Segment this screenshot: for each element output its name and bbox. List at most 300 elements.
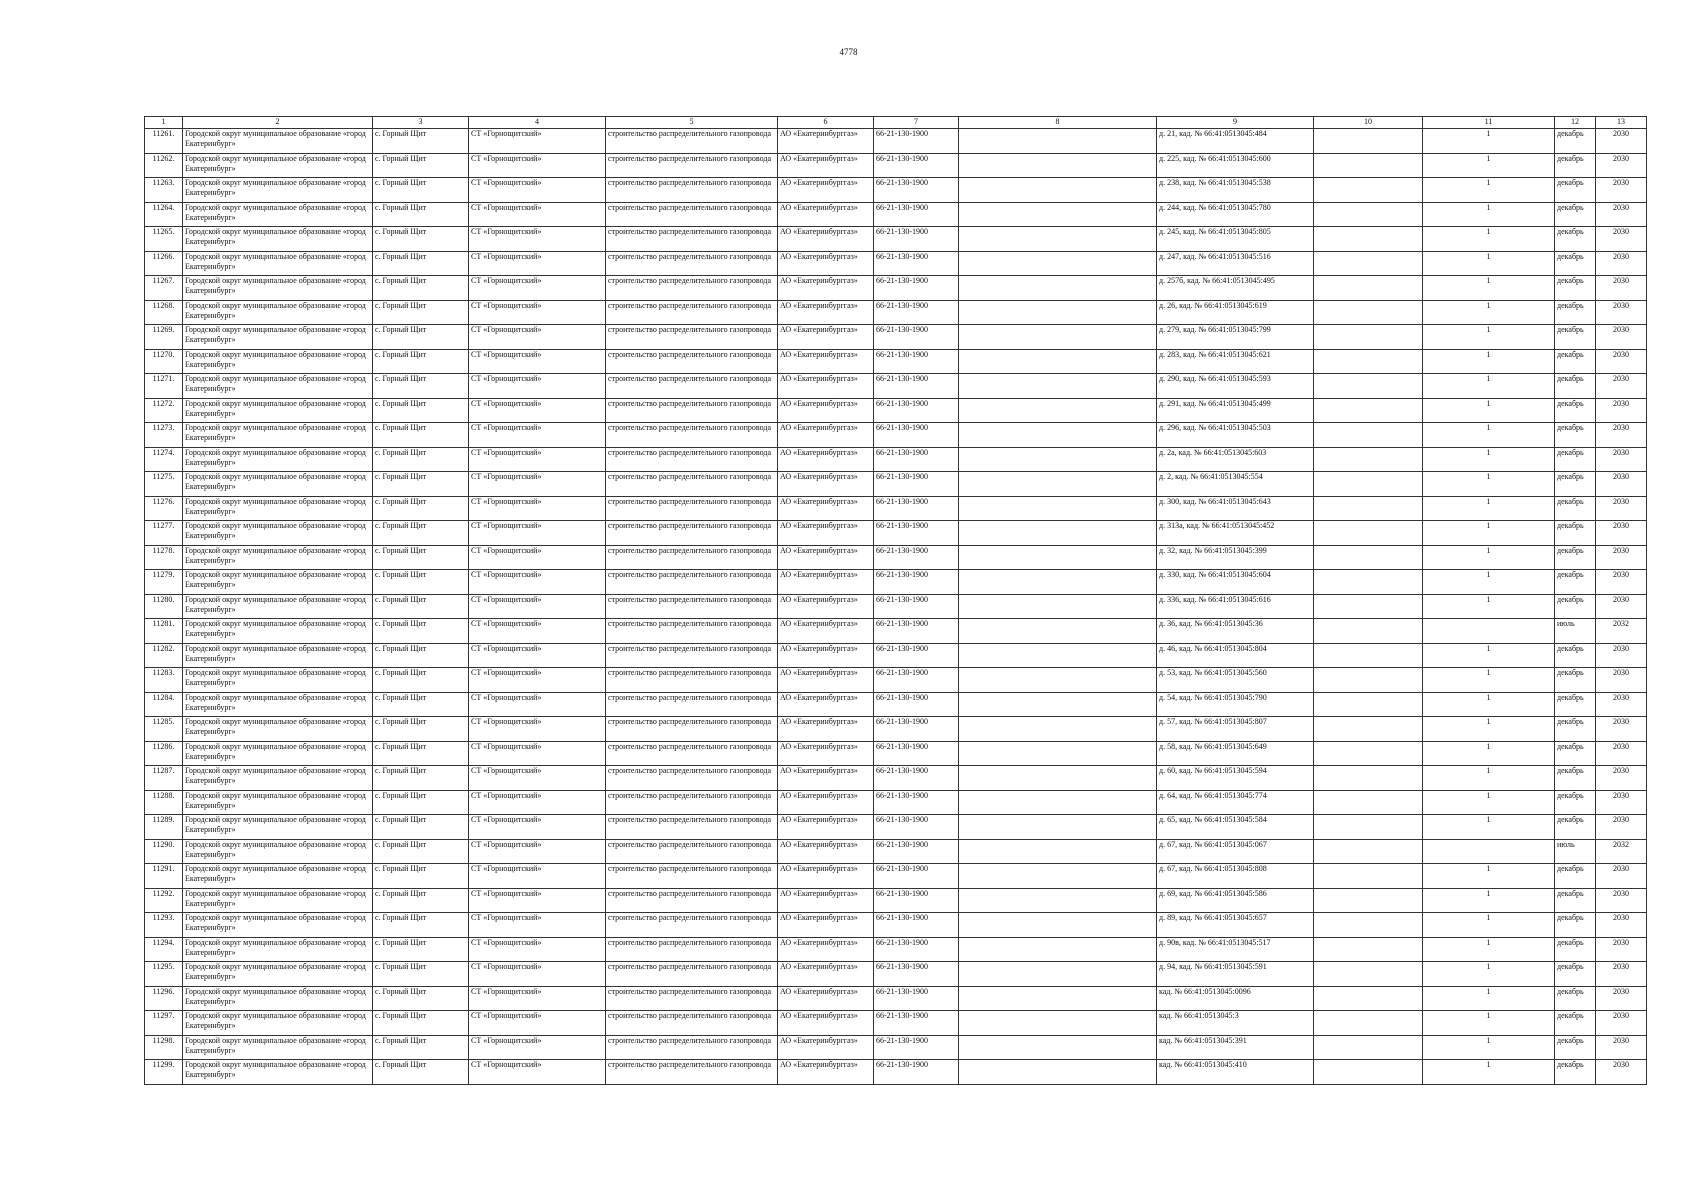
table-cell	[959, 325, 1157, 350]
table-cell: 11271.	[145, 374, 183, 399]
table-cell: АО «Екатеринбурггаз»	[778, 1060, 874, 1085]
table-cell: СТ «Горнощитский»	[469, 349, 606, 374]
table-cell: 66-21-130-1900	[874, 496, 959, 521]
table-cell	[1314, 398, 1423, 423]
table-cell	[1314, 1035, 1423, 1060]
table-cell: 1	[1423, 594, 1555, 619]
table-cell: д. 67, кад. № 66:41:0513045:808	[1157, 864, 1314, 889]
table-cell: декабрь	[1555, 153, 1596, 178]
table-cell: строительство распределительного газопровода	[606, 1060, 778, 1085]
table-cell: 2030	[1596, 643, 1647, 668]
table-cell: 2030	[1596, 594, 1647, 619]
table-cell: строительство распределительного газопровода	[606, 300, 778, 325]
table-cell	[959, 643, 1157, 668]
table-row	[145, 398, 1647, 423]
table-cell: АО «Екатеринбурггаз»	[778, 864, 874, 889]
table-row	[145, 619, 1647, 644]
table-cell: с. Горный Щит	[373, 129, 469, 154]
table-cell	[959, 619, 1157, 644]
table-cell: д. 46, кад. № 66:41:0513045:804	[1157, 643, 1314, 668]
table-row	[145, 766, 1647, 791]
table-cell: АО «Екатеринбурггаз»	[778, 300, 874, 325]
table-cell: д. 238, кад. № 66:41:0513045:538	[1157, 178, 1314, 203]
table-cell: 2030	[1596, 1060, 1647, 1085]
table-cell: строительство распределительного газопровода	[606, 1011, 778, 1036]
table-cell: декабрь	[1555, 643, 1596, 668]
table-cell: кад. № 66:41:0513045:0096	[1157, 986, 1314, 1011]
table-cell: строительство распределительного газопровода	[606, 447, 778, 472]
table-cell: 1	[1423, 1035, 1555, 1060]
table-cell: 2030	[1596, 153, 1647, 178]
table-cell: СТ «Горнощитский»	[469, 227, 606, 252]
table-cell: 66-21-130-1900	[874, 423, 959, 448]
table-cell: строительство распределительного газопровода	[606, 374, 778, 399]
table-cell: д. 58, кад. № 66:41:0513045:649	[1157, 741, 1314, 766]
table-cell: 2030	[1596, 766, 1647, 791]
table-cell: 11280.	[145, 594, 183, 619]
table-cell	[959, 178, 1157, 203]
table-cell: СТ «Горнощитский»	[469, 643, 606, 668]
table-cell: АО «Екатеринбурггаз»	[778, 766, 874, 791]
table-cell: с. Горный Щит	[373, 276, 469, 301]
table-cell: д. 65, кад. № 66:41:0513045:584	[1157, 815, 1314, 840]
table-cell: 1	[1423, 153, 1555, 178]
table-cell: 1	[1423, 986, 1555, 1011]
table-row	[145, 839, 1647, 864]
table-cell: 11293.	[145, 913, 183, 938]
table-cell: АО «Екатеринбурггаз»	[778, 815, 874, 840]
table-row	[145, 1011, 1647, 1036]
table-cell: 2030	[1596, 178, 1647, 203]
table-cell	[1314, 447, 1423, 472]
table-row	[145, 251, 1647, 276]
table-cell: АО «Екатеринбурггаз»	[778, 692, 874, 717]
table-cell: АО «Екатеринбурггаз»	[778, 717, 874, 742]
table-cell: 2030	[1596, 741, 1647, 766]
table-row	[145, 913, 1647, 938]
table-row	[145, 423, 1647, 448]
table-cell	[1314, 300, 1423, 325]
table-cell: СТ «Горнощитский»	[469, 1011, 606, 1036]
table-cell: 11287.	[145, 766, 183, 791]
table-cell	[1314, 864, 1423, 889]
table-cell: декабрь	[1555, 864, 1596, 889]
table-cell: 2030	[1596, 692, 1647, 717]
table-cell: 1	[1423, 790, 1555, 815]
table-cell: с. Горный Щит	[373, 178, 469, 203]
table-cell	[959, 374, 1157, 399]
table-cell: 11272.	[145, 398, 183, 423]
table-cell: строительство распределительного газопровода	[606, 545, 778, 570]
table-cell: 66-21-130-1900	[874, 1035, 959, 1060]
table-row	[145, 594, 1647, 619]
table-cell: декабрь	[1555, 1011, 1596, 1036]
table-cell: 2030	[1596, 962, 1647, 987]
table-cell: 2030	[1596, 913, 1647, 938]
table-cell: 66-21-130-1900	[874, 717, 959, 742]
table-cell: АО «Екатеринбурггаз»	[778, 741, 874, 766]
table-row	[145, 300, 1647, 325]
table-cell: 66-21-130-1900	[874, 325, 959, 350]
table-cell: с. Горный Щит	[373, 692, 469, 717]
table-cell: с. Горный Щит	[373, 913, 469, 938]
table-cell: 2030	[1596, 937, 1647, 962]
table-cell: 2030	[1596, 251, 1647, 276]
table-cell: АО «Екатеринбурггаз»	[778, 521, 874, 546]
table-cell: СТ «Горнощитский»	[469, 766, 606, 791]
table-cell: д. 244, кад. № 66:41:0513045:780	[1157, 202, 1314, 227]
table-cell: с. Горный Щит	[373, 153, 469, 178]
table-cell: строительство распределительного газопровода	[606, 888, 778, 913]
table-cell: 1	[1423, 447, 1555, 472]
table-cell: 11295.	[145, 962, 183, 987]
table-cell: 1	[1423, 374, 1555, 399]
table-cell: 66-21-130-1900	[874, 864, 959, 889]
table-cell: СТ «Горнощитский»	[469, 398, 606, 423]
table-cell: д. 279, кад. № 66:41:0513045:799	[1157, 325, 1314, 350]
table-cell: 1	[1423, 325, 1555, 350]
table-cell: строительство распределительного газопровода	[606, 472, 778, 497]
table-cell	[1314, 570, 1423, 595]
table-cell: 66-21-130-1900	[874, 888, 959, 913]
table-cell: 1	[1423, 398, 1555, 423]
table-cell	[1314, 986, 1423, 1011]
table-row	[145, 325, 1647, 350]
table-row	[145, 937, 1647, 962]
table-cell	[1314, 692, 1423, 717]
table-cell: декабрь	[1555, 668, 1596, 693]
table-cell: 1	[1423, 815, 1555, 840]
table-cell: строительство распределительного газопровода	[606, 986, 778, 1011]
table-cell: АО «Екатеринбурггаз»	[778, 202, 874, 227]
table-cell	[959, 839, 1157, 864]
table-cell: с. Горный Щит	[373, 521, 469, 546]
table-cell	[959, 545, 1157, 570]
table-cell: АО «Екатеринбурггаз»	[778, 472, 874, 497]
table-cell: строительство распределительного газопровода	[606, 692, 778, 717]
table-cell: д. 53, кад. № 66:41:0513045:560	[1157, 668, 1314, 693]
table-cell: АО «Екатеринбурггаз»	[778, 888, 874, 913]
table-cell: 11297.	[145, 1011, 183, 1036]
table-cell: декабрь	[1555, 815, 1596, 840]
table-cell: СТ «Горнощитский»	[469, 1060, 606, 1085]
table-cell	[959, 741, 1157, 766]
table-cell: Городской округ муниципальное образование «город Екатеринбург»	[183, 815, 373, 840]
table-cell: 66-21-130-1900	[874, 766, 959, 791]
table-body	[145, 129, 1647, 1085]
table-cell	[959, 398, 1157, 423]
table-cell: АО «Екатеринбурггаз»	[778, 1035, 874, 1060]
table-cell: АО «Екатеринбурггаз»	[778, 325, 874, 350]
table-cell: 2030	[1596, 1035, 1647, 1060]
table-cell: АО «Екатеринбурггаз»	[778, 349, 874, 374]
table-cell: 11265.	[145, 227, 183, 252]
table-cell: 66-21-130-1900	[874, 251, 959, 276]
table-cell: СТ «Горнощитский»	[469, 692, 606, 717]
table-cell	[1314, 962, 1423, 987]
table-cell: 66-21-130-1900	[874, 276, 959, 301]
table-row	[145, 374, 1647, 399]
table-cell: 1	[1423, 864, 1555, 889]
table-cell: 1	[1423, 741, 1555, 766]
table-cell	[959, 423, 1157, 448]
table-cell: строительство распределительного газопровода	[606, 643, 778, 668]
table-cell	[1314, 839, 1423, 864]
table-cell: СТ «Горнощитский»	[469, 251, 606, 276]
table-cell	[1314, 472, 1423, 497]
page-number: 4778	[839, 47, 858, 57]
table-cell: Городской округ муниципальное образование «город Екатеринбург»	[183, 447, 373, 472]
table-cell: строительство распределительного газопровода	[606, 129, 778, 154]
table-cell: СТ «Горнощитский»	[469, 325, 606, 350]
table-cell: СТ «Горнощитский»	[469, 790, 606, 815]
table-cell: 2030	[1596, 423, 1647, 448]
table-cell: 11281.	[145, 619, 183, 644]
table-cell: 11296.	[145, 986, 183, 1011]
table-cell: строительство распределительного газопровода	[606, 153, 778, 178]
table-cell: д. 2а, кад. № 66:41:0513045:603	[1157, 447, 1314, 472]
table-cell: декабрь	[1555, 594, 1596, 619]
table-cell	[959, 962, 1157, 987]
table-cell: декабрь	[1555, 790, 1596, 815]
table-cell: Городской округ муниципальное образование «город Екатеринбург»	[183, 986, 373, 1011]
table-cell: 11273.	[145, 423, 183, 448]
table-cell: 66-21-130-1900	[874, 594, 959, 619]
table-cell: декабрь	[1555, 325, 1596, 350]
table-row	[145, 349, 1647, 374]
table-cell: 2030	[1596, 1011, 1647, 1036]
table-cell: 1	[1423, 668, 1555, 693]
table-cell: 66-21-130-1900	[874, 545, 959, 570]
table-cell: с. Горный Щит	[373, 325, 469, 350]
table-cell	[1314, 741, 1423, 766]
table-cell	[959, 1060, 1157, 1085]
table-cell: СТ «Горнощитский»	[469, 202, 606, 227]
table-cell: с. Горный Щит	[373, 937, 469, 962]
table-cell: 2030	[1596, 717, 1647, 742]
table-cell: с. Горный Щит	[373, 717, 469, 742]
table-cell: д. 89, кад. № 66:41:0513045:657	[1157, 913, 1314, 938]
table-cell	[959, 717, 1157, 742]
table-cell: д. 296, кад. № 66:41:0513045:503	[1157, 423, 1314, 448]
table-cell: с. Горный Щит	[373, 227, 469, 252]
table-cell: 11275.	[145, 472, 183, 497]
table-cell	[1314, 668, 1423, 693]
table-cell: СТ «Горнощитский»	[469, 276, 606, 301]
table-cell	[1314, 129, 1423, 154]
table-cell: Городской округ муниципальное образование «город Екатеринбург»	[183, 349, 373, 374]
table-cell: декабрь	[1555, 423, 1596, 448]
table-cell: 1	[1423, 888, 1555, 913]
table-cell: Городской округ муниципальное образование «город Екатеринбург»	[183, 496, 373, 521]
table-cell: д. 54, кад. № 66:41:0513045:790	[1157, 692, 1314, 717]
table-cell: декабрь	[1555, 374, 1596, 399]
table-cell: декабрь	[1555, 545, 1596, 570]
table-cell	[959, 913, 1157, 938]
table-row	[145, 472, 1647, 497]
table-cell: Городской округ муниципальное образование «город Екатеринбург»	[183, 766, 373, 791]
table-cell: 1	[1423, 545, 1555, 570]
column-header: 10	[1314, 117, 1423, 129]
table-cell: 66-21-130-1900	[874, 962, 959, 987]
table-row	[145, 227, 1647, 252]
table-cell: 11267.	[145, 276, 183, 301]
table-cell: Городской округ муниципальное образование «город Екатеринбург»	[183, 521, 373, 546]
table-cell: д. 257б, кад. № 66:41:0513045:495	[1157, 276, 1314, 301]
table-cell	[1314, 815, 1423, 840]
table-cell: СТ «Горнощитский»	[469, 594, 606, 619]
table-cell: декабрь	[1555, 202, 1596, 227]
table-cell: Городской округ муниципальное образование «город Екатеринбург»	[183, 741, 373, 766]
table-cell: 1	[1423, 643, 1555, 668]
table-cell: АО «Екатеринбурггаз»	[778, 643, 874, 668]
table-cell: 2030	[1596, 545, 1647, 570]
table-cell: 1	[1423, 717, 1555, 742]
table-cell: 66-21-130-1900	[874, 178, 959, 203]
table-cell: 11274.	[145, 447, 183, 472]
table-cell: строительство распределительного газопровода	[606, 668, 778, 693]
table-cell: СТ «Горнощитский»	[469, 864, 606, 889]
table-cell: декабрь	[1555, 766, 1596, 791]
table-cell: АО «Екатеринбурггаз»	[778, 1011, 874, 1036]
table-cell	[959, 864, 1157, 889]
table-cell: д. 36, кад. № 66:41:0513045:36	[1157, 619, 1314, 644]
table-row	[145, 570, 1647, 595]
table-cell: СТ «Горнощитский»	[469, 815, 606, 840]
table-cell: 2030	[1596, 129, 1647, 154]
table-cell: СТ «Горнощитский»	[469, 423, 606, 448]
table-cell: Городской округ муниципальное образование «город Екатеринбург»	[183, 643, 373, 668]
table-cell: 11266.	[145, 251, 183, 276]
table-cell: Городской округ муниципальное образование «город Екатеринбург»	[183, 178, 373, 203]
table-cell: с. Горный Щит	[373, 619, 469, 644]
table-cell: Городской округ муниципальное образование «город Екатеринбург»	[183, 839, 373, 864]
column-header: 9	[1157, 117, 1314, 129]
table-cell: 2030	[1596, 349, 1647, 374]
table-cell: с. Горный Щит	[373, 1011, 469, 1036]
table-cell: 66-21-130-1900	[874, 668, 959, 693]
table-cell: 11268.	[145, 300, 183, 325]
table-cell: декабрь	[1555, 447, 1596, 472]
table-cell: 2030	[1596, 790, 1647, 815]
table-cell: д. 60, кад. № 66:41:0513045:594	[1157, 766, 1314, 791]
table-cell: с. Горный Щит	[373, 300, 469, 325]
table-cell: 11278.	[145, 545, 183, 570]
column-header: 3	[373, 117, 469, 129]
table-cell: июль	[1555, 619, 1596, 644]
table-cell: 66-21-130-1900	[874, 202, 959, 227]
table-cell: д. 57, кад. № 66:41:0513045:807	[1157, 717, 1314, 742]
table-cell: СТ «Горнощитский»	[469, 447, 606, 472]
table-cell: 11285.	[145, 717, 183, 742]
table-row	[145, 962, 1647, 987]
table-cell: строительство распределительного газопровода	[606, 962, 778, 987]
table-cell: 66-21-130-1900	[874, 913, 959, 938]
table-cell: строительство распределительного газопровода	[606, 717, 778, 742]
table-cell: строительство распределительного газопровода	[606, 864, 778, 889]
table-cell: 66-21-130-1900	[874, 300, 959, 325]
table-cell: строительство распределительного газопровода	[606, 202, 778, 227]
table-row	[145, 447, 1647, 472]
table-row	[145, 1060, 1647, 1085]
table-cell: АО «Екатеринбурггаз»	[778, 398, 874, 423]
table-cell: Городской округ муниципальное образование «город Екатеринбург»	[183, 276, 373, 301]
table-cell: 11299.	[145, 1060, 183, 1085]
table-cell	[1314, 227, 1423, 252]
table-cell: 1	[1423, 349, 1555, 374]
table-cell: Городской округ муниципальное образование «город Екатеринбург»	[183, 888, 373, 913]
table-cell: 11270.	[145, 349, 183, 374]
table-cell	[959, 129, 1157, 154]
table-cell: д. 64, кад. № 66:41:0513045:774	[1157, 790, 1314, 815]
table-cell: АО «Екатеринбурггаз»	[778, 839, 874, 864]
table-cell: 1	[1423, 129, 1555, 154]
table-cell: с. Горный Щит	[373, 815, 469, 840]
table-cell	[959, 251, 1157, 276]
table-cell: АО «Екатеринбурггаз»	[778, 129, 874, 154]
table-cell: строительство распределительного газопровода	[606, 839, 778, 864]
column-header: 2	[183, 117, 373, 129]
table-cell: Городской округ муниципальное образование «город Екатеринбург»	[183, 374, 373, 399]
table-cell: Городской округ муниципальное образование «город Екатеринбург»	[183, 251, 373, 276]
table-cell: с. Горный Щит	[373, 349, 469, 374]
table-cell: СТ «Горнощитский»	[469, 937, 606, 962]
table-cell: с. Горный Щит	[373, 545, 469, 570]
table-cell	[1314, 153, 1423, 178]
table-cell: Городской округ муниципальное образование «город Екатеринбург»	[183, 227, 373, 252]
table-cell	[959, 276, 1157, 301]
table-cell: 66-21-130-1900	[874, 153, 959, 178]
column-header: 4	[469, 117, 606, 129]
table-cell: с. Горный Щит	[373, 423, 469, 448]
table-cell: 2030	[1596, 668, 1647, 693]
table-cell: 11282.	[145, 643, 183, 668]
table-cell: 1	[1423, 521, 1555, 546]
table-cell	[959, 1011, 1157, 1036]
table-cell: д. 90в, кад. № 66:41:0513045:517	[1157, 937, 1314, 962]
table-cell: СТ «Горнощитский»	[469, 962, 606, 987]
table-cell: 11263.	[145, 178, 183, 203]
table-cell: с. Горный Щит	[373, 1035, 469, 1060]
table-cell: СТ «Горнощитский»	[469, 888, 606, 913]
table-cell: декабрь	[1555, 472, 1596, 497]
table-cell: 66-21-130-1900	[874, 692, 959, 717]
table-cell: 1	[1423, 962, 1555, 987]
table-cell: декабрь	[1555, 300, 1596, 325]
table-cell: 11283.	[145, 668, 183, 693]
table-cell	[1314, 496, 1423, 521]
table-cell: д. 300, кад. № 66:41:0513045:643	[1157, 496, 1314, 521]
table-cell: Городской округ муниципальное образование «город Екатеринбург»	[183, 325, 373, 350]
table-cell: 66-21-130-1900	[874, 447, 959, 472]
table-cell: декабрь	[1555, 178, 1596, 203]
table-cell: Городской округ муниципальное образование «город Екатеринбург»	[183, 937, 373, 962]
table-cell: 2030	[1596, 398, 1647, 423]
table-cell: 66-21-130-1900	[874, 619, 959, 644]
table-row	[145, 888, 1647, 913]
table-cell: строительство распределительного газопровода	[606, 815, 778, 840]
table-cell	[1314, 521, 1423, 546]
table-cell: 2030	[1596, 986, 1647, 1011]
table-cell: 2030	[1596, 472, 1647, 497]
table-row	[145, 178, 1647, 203]
table-cell	[959, 668, 1157, 693]
table-cell: 1	[1423, 913, 1555, 938]
table-row	[145, 276, 1647, 301]
table-cell: АО «Екатеринбурггаз»	[778, 913, 874, 938]
table-cell: АО «Екатеринбурггаз»	[778, 496, 874, 521]
table-cell: с. Горный Щит	[373, 496, 469, 521]
